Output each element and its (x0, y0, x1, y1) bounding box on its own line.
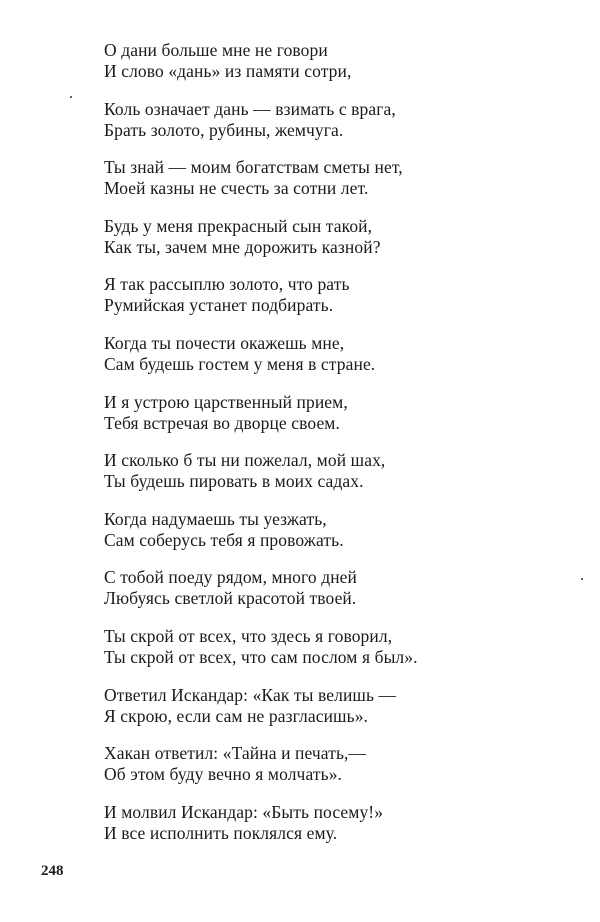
verse-line: Ты будешь пировать в моих садах. (104, 471, 364, 492)
verse-line: И молвил Искандар: «Быть посему!» (104, 801, 384, 822)
verse-line: Ответил Искандар: «Как ты велишь — (104, 684, 397, 705)
page-number: 248 (41, 863, 64, 879)
stanza-12 (104, 685, 564, 744)
stanza-4 (104, 216, 564, 275)
verse-line: Румийская устанет подбирать. (104, 295, 334, 316)
poem-text (104, 40, 564, 860)
verse-line: Хакан ответил: «Тайна и печать,— (104, 743, 367, 764)
verse-line: Любуясь светлой красотой твоей. (104, 588, 357, 609)
stanza-14 (104, 802, 564, 861)
scan-speck (581, 578, 583, 580)
verse-line: Я скрою, если сам не разгласишь». (104, 705, 369, 726)
verse-line: Тебя встречая во дворце своем. (104, 412, 340, 433)
verse-line: Как ты, зачем мне дорожить казной? (104, 236, 381, 257)
verse-line: Сам соберусь тебя я провожать. (104, 529, 344, 550)
stanza-6 (104, 333, 564, 392)
verse-line: Ты знай — моим богатствам сметы нет, (104, 157, 403, 178)
stanza-10 (104, 567, 564, 626)
stanza-1 (104, 40, 564, 99)
stanza-13 (104, 743, 564, 802)
stanza-2 (104, 99, 564, 158)
verse-line: Ты скрой от всех, что здесь я говорил, (104, 625, 393, 646)
stanza-11 (104, 626, 564, 685)
verse-line: Коль означает дань — взимать с врага, (104, 98, 396, 119)
verse-line: И я устрою царственный прием, (104, 391, 348, 412)
verse-line: О дани больше мне не говори (104, 40, 328, 60)
verse-line: Ты скрой от всех, что сам послом я был». (104, 646, 418, 667)
verse-line: И сколько б ты ни пожелал, мой шах, (104, 450, 386, 471)
scan-speck (70, 96, 72, 98)
stanza-8 (104, 450, 564, 509)
verse-line: Когда ты почести окажешь мне, (104, 332, 345, 353)
verse-line: С тобой поеду рядом, много дней (104, 567, 358, 588)
verse-line: Я так рассыплю золото, что рать (104, 274, 350, 295)
verse-line: Сам будешь гостем у меня в стране. (104, 353, 376, 374)
verse-line: И слово «дань» из памяти сотри, (104, 61, 352, 81)
stanza-5 (104, 274, 564, 333)
verse-line: Об этом буду вечно я молчать». (104, 764, 343, 785)
stanza-7 (104, 392, 564, 451)
verse-line: Когда надумаешь ты уезжать, (104, 508, 327, 529)
verse-line: И все исполнить поклялся ему. (104, 822, 338, 843)
verse-line: Будь у меня прекрасный сын такой, (104, 215, 373, 236)
stanza-3 (104, 157, 564, 216)
verse-line: Моей казны не счесть за сотни лет. (104, 178, 369, 199)
stanza-9 (104, 509, 564, 568)
verse-line: Брать золото, рубины, жемчуга. (104, 119, 344, 140)
